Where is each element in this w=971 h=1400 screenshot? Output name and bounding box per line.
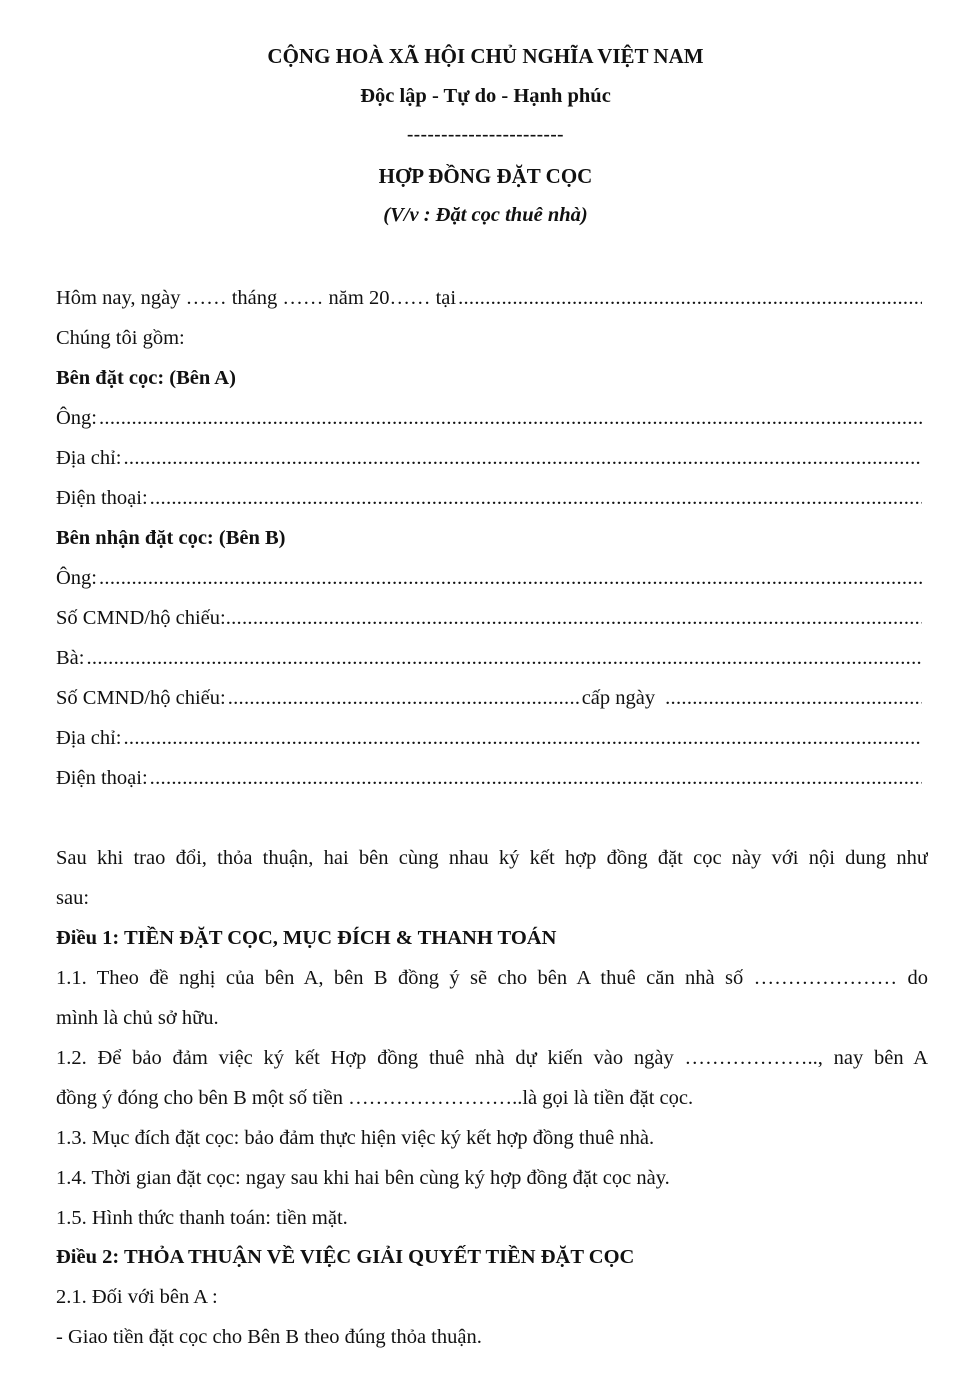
clause-1-4: 1.4. Thời gian đặt cọc: ngay sau khi hai bên cùng ký hợp đồng đặt cọc này.: [56, 1167, 670, 1189]
party-b-address-blank: [123, 724, 922, 752]
party-a-mr-blank: [99, 404, 922, 432]
party-b-phone-blank: [150, 764, 922, 792]
clause-2-1-item-1: - Giao tiền đặt cọc cho Bên B theo đúng thỏa thuận.: [56, 1326, 482, 1348]
clause-1-3: 1.3. Mục đích đặt cọc: bảo đảm thực hiện việc ký kết hợp đồng thuê nhà.: [56, 1127, 655, 1149]
party-a-address-label: Địa chỉ:: [56, 447, 122, 469]
party-b-mr-blank: [99, 564, 922, 592]
party-b-id1-blank: [226, 604, 922, 632]
party-b-mrs-blank: [86, 644, 922, 672]
clause-1-2-line-2: đồng ý đóng cho bên B một số tiền ……………………..là gọi là tiền đặt cọc.: [56, 1087, 694, 1109]
party-b-mr-label: Ông:: [56, 567, 97, 589]
parties-label: Chúng tôi gồm:: [56, 327, 185, 349]
party-b-mrs-line: [56, 644, 924, 672]
party-b-mrs-label: Bà:: [56, 647, 85, 669]
agreement-line-2: sau:: [56, 887, 90, 909]
party-b-id1-line: [56, 604, 924, 632]
date-line-text: Hôm nay, ngày …… tháng …… năm 20…… tại: [56, 287, 457, 309]
article-1-heading: Điều 1: TIỀN ĐẶT CỌC, MỤC ĐÍCH & THANH TOÁN: [56, 927, 557, 949]
national-title: CỘNG HOÀ XÃ HỘI CHỦ NGHĨA VIỆT NAM: [267, 44, 704, 68]
article-2-heading: Điều 2: THỎA THUẬN VỀ VIỆC GIẢI QUYẾT TIỀN ĐẶT CỌC: [56, 1246, 635, 1268]
party-a-phone-label: Điện thoại:: [56, 487, 148, 509]
party-a-heading: Bên đặt cọc: (Bên A): [56, 367, 236, 389]
party-b-phone-label: Điện thoại:: [56, 767, 148, 789]
clause-1-2-line-1: 1.2. Để bảo đảm việc ký kết Hợp đồng thuê nhà dự kiến vào ngày ……………….., nay bên A: [56, 1047, 928, 1069]
clause-2-1: 2.1. Đối với bên A :: [56, 1286, 218, 1308]
party-b-address-line: [56, 724, 924, 752]
party-a-address-line: [56, 444, 924, 472]
clause-1-5: 1.5. Hình thức thanh toán: tiền mặt.: [56, 1207, 348, 1229]
party-b-id2-line: [56, 684, 924, 712]
clause-1-1-line-2: mình là chủ sở hữu.: [56, 1007, 219, 1029]
national-motto: Độc lập - Tự do - Hạnh phúc: [360, 85, 611, 107]
party-b-heading: Bên nhận đặt cọc: (Bên B): [56, 527, 286, 549]
document-title: HỢP ĐỒNG ĐẶT CỌC: [378, 164, 593, 188]
date-line: [56, 284, 924, 312]
party-a-mr-line: [56, 404, 924, 432]
clause-1-1-line-1: 1.1. Theo đề nghị của bên A, bên B đồng ý sẽ cho bên A thuê căn nhà số ………………… do: [56, 967, 928, 989]
document-subtitle: (V/v : Đặt cọc thuê nhà): [383, 204, 588, 226]
party-a-phone-blank: [150, 484, 922, 512]
party-b-issued-blank: [665, 684, 922, 712]
party-a-phone-line: [56, 484, 924, 512]
agreement-line-1: Sau khi trao đổi, thỏa thuận, hai bên cùng nhau ký kết hợp đồng đặt cọc này với nội dung như: [56, 847, 928, 869]
party-b-phone-line: [56, 764, 924, 792]
party-b-address-label: Địa chỉ:: [56, 727, 122, 749]
party-b-mr-line: [56, 564, 924, 592]
date-place-blank: [458, 284, 922, 312]
party-a-address-blank: [123, 444, 922, 472]
header-separator: -----------------------: [406, 124, 565, 145]
party-b-id2-label: Số CMND/hộ chiếu:: [56, 687, 226, 709]
party-a-mr-label: Ông:: [56, 407, 97, 429]
party-b-id1-label: Số CMND/hộ chiếu:: [56, 607, 226, 629]
party-b-id2-blank: [228, 684, 580, 712]
party-b-issued-label: cấp ngày: [581, 687, 656, 709]
